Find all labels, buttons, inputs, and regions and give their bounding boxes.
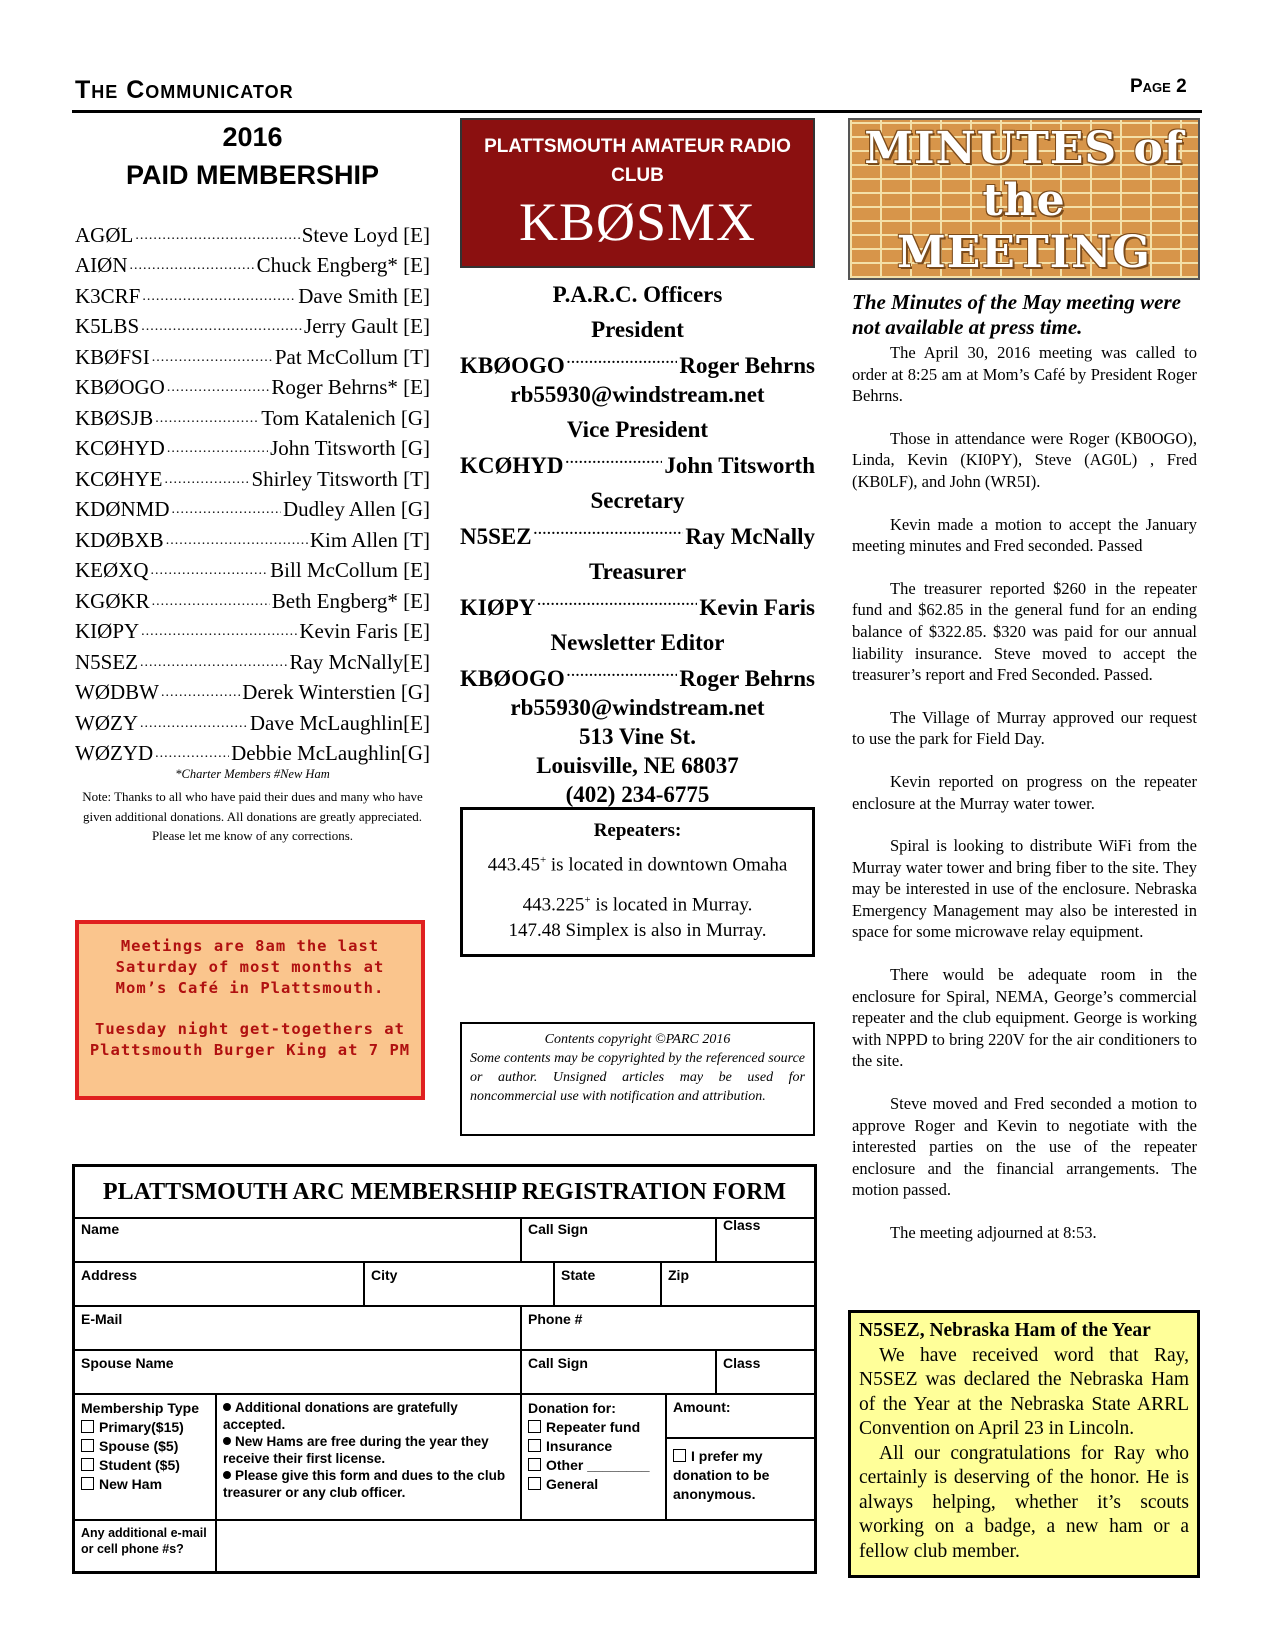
member-callsign: K5LBS bbox=[75, 314, 140, 338]
editor-line bbox=[460, 658, 815, 693]
repeater-2 bbox=[463, 888, 812, 942]
treasurer-line bbox=[460, 587, 815, 622]
dot-leader bbox=[152, 594, 270, 610]
member-name: Roger Behrns* [E] bbox=[271, 375, 430, 399]
president-role: President bbox=[591, 317, 684, 342]
type-primary-label: Primary($15) bbox=[99, 1419, 184, 1435]
president-email: rb55930@windstream.net bbox=[510, 382, 765, 407]
member-callsign: KDØNMD bbox=[75, 497, 170, 521]
donation-insurance-label: Insurance bbox=[546, 1438, 613, 1454]
member-row bbox=[75, 278, 430, 309]
member-name: Dudley Allen [G] bbox=[283, 497, 430, 521]
spouse-class-field[interactable] bbox=[717, 1351, 814, 1395]
treasurer-call: KIØPY bbox=[460, 595, 536, 620]
member-name: Beth Engberg* [E] bbox=[271, 588, 430, 613]
checkbox-icon[interactable] bbox=[81, 1420, 94, 1433]
type-newham-label: New Ham bbox=[99, 1476, 163, 1492]
form-note-1 bbox=[223, 1399, 514, 1433]
anonymous-label: I prefer my donation to be anonymous. bbox=[673, 1448, 770, 1502]
class-field[interactable] bbox=[717, 1217, 814, 1263]
type-student-option[interactable] bbox=[81, 1456, 209, 1475]
checkbox-icon[interactable] bbox=[528, 1439, 541, 1452]
checkbox-icon[interactable] bbox=[528, 1458, 541, 1471]
checkbox-icon[interactable] bbox=[81, 1458, 94, 1471]
member-callsign: K3CRF bbox=[75, 283, 141, 308]
additional-contact-label-cell bbox=[75, 1521, 217, 1571]
dot-leader bbox=[142, 289, 296, 305]
club-name: PLATTSMOUTH AMATEUR RADIO CLUB bbox=[484, 136, 791, 186]
minutes-paragraph: Steve moved and Fred seconded a motion to approve Roger and Kevin to negotiate with the interested parties on the use of the repeater enclosure and the financial arrangements. The motion passed. bbox=[852, 1094, 1197, 1200]
dot-leader bbox=[167, 441, 268, 457]
member-callsign: WØDBW bbox=[75, 680, 159, 704]
name-label: Name bbox=[81, 1221, 120, 1237]
meetings-gettogether: Tuesday night get-togethers at Plattsmouth Burger King at 7 PM bbox=[89, 1020, 411, 1059]
vp-name: John Titsworth bbox=[664, 453, 815, 478]
repeater-3: 147.48 Simplex is also in Murray. bbox=[508, 919, 767, 941]
donation-general-label: General bbox=[546, 1476, 599, 1492]
president-name: Roger Behrns bbox=[679, 353, 815, 378]
member-callsign: WØZYD bbox=[75, 741, 154, 765]
minutes-paragraph: There would be adequate room in the enclosure for Spiral, NEMA, George’s commercial repeater and the club equipment. George is working with NPPD to bring 220V for the air conditioners to the site. bbox=[852, 965, 1197, 1071]
phone-field[interactable] bbox=[522, 1307, 814, 1351]
minutes-paragraph: Those in attendance were Roger (KB0OGO), Linda, Kevin (KI0PY), Steve (AG0L) , Fred (KB0LF), and John (WR5I). bbox=[852, 428, 1197, 491]
minutes-paragraph: Spiral is looking to distribute WiFi from the Murray water tower and bring fiber to the site. They may be interested in use of the enclosure. Nebraska Emergency Management may also be interested in space for some microwave relay equipment. bbox=[852, 836, 1197, 942]
member-row bbox=[75, 217, 430, 248]
member-name: Dave Smith [E] bbox=[298, 283, 430, 308]
dot-leader bbox=[141, 624, 297, 640]
type-spouse-option[interactable] bbox=[81, 1437, 209, 1456]
address-label: Address bbox=[81, 1267, 138, 1283]
repeater-2-offset: + bbox=[584, 894, 591, 907]
member-callsign: WØZY bbox=[75, 710, 138, 735]
member-row bbox=[75, 492, 430, 523]
donation-for-cell bbox=[522, 1395, 667, 1521]
secretary-call: N5SEZ bbox=[460, 524, 532, 549]
editor-call: KBØOGO bbox=[460, 666, 565, 691]
form-note-2 bbox=[223, 1433, 514, 1467]
repeaters-box bbox=[460, 807, 815, 957]
member-name: Chuck Engberg* [E] bbox=[256, 253, 430, 277]
form-notes-cell bbox=[217, 1395, 522, 1521]
member-row bbox=[75, 614, 430, 645]
dot-leader bbox=[152, 350, 273, 366]
member-row bbox=[75, 431, 430, 462]
state-label: State bbox=[561, 1267, 596, 1283]
president-call: KBØOGO bbox=[460, 353, 565, 378]
member-callsign: KDØBXB bbox=[75, 527, 164, 552]
member-row bbox=[75, 583, 430, 614]
member-callsign: KBØSJB bbox=[75, 405, 154, 430]
dot-leader bbox=[140, 655, 287, 671]
club-logo bbox=[460, 118, 815, 268]
spouse-class-label: Class bbox=[723, 1355, 761, 1371]
state-field[interactable] bbox=[555, 1263, 662, 1307]
type-student-label: Student ($5) bbox=[99, 1457, 180, 1473]
treasurer-role: Treasurer bbox=[588, 559, 687, 584]
registration-form bbox=[72, 1164, 817, 1574]
member-name: John Titsworth [G] bbox=[270, 436, 430, 460]
city-label: City bbox=[371, 1267, 398, 1283]
member-name: Jerry Gault [E] bbox=[304, 314, 430, 338]
donation-repeater-option[interactable] bbox=[528, 1418, 659, 1437]
type-spouse-label: Spouse ($5) bbox=[99, 1438, 179, 1454]
member-name: Kim Allen [T] bbox=[309, 527, 430, 552]
spouse-name-label: Spouse Name bbox=[81, 1355, 174, 1371]
class-label: Class bbox=[723, 1217, 761, 1233]
editor-address2: Louisville, NE 68037 bbox=[536, 753, 739, 778]
vp-call: KCØHYD bbox=[460, 453, 564, 478]
repeater-1-offset: + bbox=[539, 854, 547, 866]
membership-note: Note: Thanks to all who have paid their dues and many who have given additional donations. All donations are greatly appreciated. Please let me know of any corrections. bbox=[82, 789, 423, 843]
member-row bbox=[75, 705, 430, 736]
ham-of-year-title: N5SEZ, Nebraska Ham of the Year bbox=[859, 1320, 1151, 1341]
page-number: Page 2 bbox=[1130, 76, 1187, 97]
spouse-callsign-label: Call Sign bbox=[528, 1355, 588, 1371]
editor-name: Roger Behrns bbox=[679, 666, 815, 691]
checkbox-icon[interactable] bbox=[673, 1449, 686, 1462]
editor-address1: 513 Vine St. bbox=[579, 724, 696, 749]
member-name: Tom Katalenich [G] bbox=[261, 405, 430, 430]
form-note-3-text: Please give this form and dues to the club treasurer or any club officer. bbox=[223, 1468, 506, 1500]
dot-leader bbox=[161, 685, 240, 701]
minutes-banner-line1: MINUTES of bbox=[864, 123, 1184, 174]
member-name: Steve Loyd [E] bbox=[301, 222, 430, 247]
member-name: Pat McCollum [T] bbox=[274, 344, 430, 369]
treasurer-name: Kevin Faris bbox=[699, 595, 815, 620]
dot-leader bbox=[167, 380, 270, 396]
checkbox-icon[interactable] bbox=[81, 1439, 94, 1452]
additional-contact-label: Any additional e-mail or cell phone #s? bbox=[81, 1526, 207, 1556]
club-callsign: KBØSMX bbox=[518, 192, 757, 252]
member-name: Dave McLaughlin[E] bbox=[249, 710, 430, 735]
donation-repeater-label: Repeater fund bbox=[546, 1419, 641, 1435]
minutes-paragraph: The Village of Murray approved our request to use the park for Field Day. bbox=[852, 707, 1197, 749]
minutes-paragraph: Kevin made a motion to accept the January meeting minutes and Fred seconded. Passed bbox=[852, 514, 1197, 556]
member-callsign: KBØOGO bbox=[75, 375, 165, 399]
minutes-banner-line2: the bbox=[982, 175, 1066, 226]
additional-contact-field[interactable] bbox=[217, 1521, 814, 1571]
dot-leader bbox=[155, 746, 229, 762]
officers-section bbox=[460, 280, 815, 809]
spouse-name-field[interactable] bbox=[75, 1351, 522, 1395]
member-name: Derek Winterstien [G] bbox=[242, 680, 430, 704]
member-name: Ray McNally[E] bbox=[289, 649, 430, 674]
dot-leader bbox=[135, 228, 299, 244]
type-primary-option[interactable] bbox=[81, 1418, 209, 1437]
donation-for-label: Donation for: bbox=[528, 1400, 616, 1416]
repeater-1-freq: 443.45 bbox=[487, 854, 540, 876]
member-callsign: AGØL bbox=[75, 222, 134, 247]
meetings-schedule: Meetings are 8am the last Saturday of most months at Mom’s Café in Plattsmouth. bbox=[115, 937, 385, 997]
editor-role: Newsletter Editor bbox=[550, 630, 725, 655]
minutes-article bbox=[852, 290, 1197, 1265]
phone-label: Phone # bbox=[528, 1311, 583, 1327]
membership-type-cell bbox=[75, 1395, 217, 1521]
member-callsign: KIØPY bbox=[75, 619, 140, 643]
member-row bbox=[75, 736, 430, 767]
minutes-paragraph: The treasurer reported $260 in the repeater fund and $62.85 in the general fund for an ending balance of $322.85. $320 was paid for our annual liability insurance. Steve moved to accept the treasurer’s report and Fred Seconded. Passed. bbox=[852, 578, 1197, 685]
minutes-paragraph: The April 30, 2016 meeting was called to order at 8:25 am at Mom’s Café by President Roger Behrns. bbox=[852, 343, 1197, 406]
dot-leader bbox=[166, 533, 308, 549]
member-row bbox=[75, 248, 430, 279]
vp-role: Vice President bbox=[566, 417, 709, 442]
spouse-callsign-field[interactable] bbox=[522, 1351, 717, 1395]
member-row bbox=[75, 339, 430, 370]
repeater-1-location: is located in downtown Omaha bbox=[546, 854, 788, 876]
officers-heading: P.A.R.C. Officers bbox=[552, 282, 723, 307]
anonymous-option[interactable] bbox=[667, 1439, 814, 1521]
secretary-line bbox=[460, 516, 815, 551]
minutes-paragraph: The meeting adjourned at 8:53. bbox=[890, 1223, 1097, 1242]
donation-other-option[interactable] bbox=[528, 1456, 659, 1475]
member-row bbox=[75, 675, 430, 706]
member-row bbox=[75, 400, 430, 431]
membership-title: PAID MEMBERSHIP bbox=[125, 160, 380, 190]
ham-of-year-box bbox=[848, 1310, 1200, 1578]
dot-leader bbox=[165, 472, 250, 488]
dot-leader bbox=[151, 563, 269, 579]
member-row bbox=[75, 522, 430, 553]
form-note-1-text: Additional donations are gratefully accepted. bbox=[223, 1400, 458, 1432]
form-title: PLATTSMOUTH ARC MEMBERSHIP REGISTRATION FORM bbox=[75, 1167, 814, 1219]
member-callsign: KCØHYD bbox=[75, 436, 165, 460]
member-row bbox=[75, 370, 430, 401]
member-callsign: N5SEZ bbox=[75, 649, 138, 674]
ham-of-year-p2: All our congratulations for Ray who certainly is deserving of the honor. He is always helping, whether it’s scouts working on a badge, a new ham or a fellow club member. bbox=[859, 1442, 1189, 1562]
repeater-1 bbox=[463, 854, 812, 876]
member-row bbox=[75, 309, 430, 340]
header-rule bbox=[72, 110, 1202, 113]
address-field[interactable] bbox=[75, 1263, 365, 1307]
member-name: Bill McCollum [E] bbox=[270, 558, 430, 582]
secretary-name: Ray McNally bbox=[685, 524, 815, 549]
ham-of-year-p1: We have received word that Ray, N5SEZ was declared the Nebraska Ham of the Year at the Nebraska State ARRL Convention on April 23 in Lincoln. bbox=[859, 1344, 1189, 1439]
name-field[interactable] bbox=[75, 1217, 522, 1263]
repeaters-title: Repeaters: bbox=[593, 820, 682, 841]
meetings-box bbox=[75, 920, 425, 1100]
member-name: Debbie McLaughlin[G] bbox=[231, 741, 430, 765]
copyright-body: Some contents may be copyrighted by the referenced source or author. Unsigned articles may be used for noncommercial use with notification and attribution. bbox=[470, 1051, 805, 1104]
dot-leader bbox=[155, 411, 259, 427]
city-field[interactable] bbox=[365, 1263, 555, 1307]
callsign-field[interactable] bbox=[522, 1217, 717, 1263]
form-note-2-text: New Hams are free during the year they receive their first license. bbox=[223, 1434, 489, 1466]
member-callsign: KEØXQ bbox=[75, 558, 149, 582]
bullet-icon bbox=[223, 1403, 231, 1411]
bullet-icon bbox=[223, 1437, 231, 1445]
member-callsign: KCØHYE bbox=[75, 466, 163, 491]
minutes-banner-line3: MEETING bbox=[897, 227, 1151, 278]
member-row bbox=[75, 461, 430, 492]
member-callsign: KBØFSI bbox=[75, 344, 150, 369]
minutes-banner bbox=[848, 118, 1200, 280]
dot-leader bbox=[130, 258, 255, 274]
newsletter-title: The Communicator bbox=[75, 76, 294, 104]
email-field[interactable] bbox=[75, 1307, 522, 1351]
membership-heading bbox=[75, 118, 430, 194]
zip-field[interactable] bbox=[662, 1263, 814, 1307]
amount-label: Amount: bbox=[673, 1399, 731, 1415]
member-row bbox=[75, 644, 430, 675]
member-callsign: AIØN bbox=[75, 253, 128, 277]
email-label: E-Mail bbox=[81, 1311, 123, 1327]
callsign-label: Call Sign bbox=[528, 1221, 588, 1237]
member-name: Kevin Faris [E] bbox=[299, 619, 430, 643]
checkbox-icon[interactable] bbox=[81, 1477, 94, 1490]
membership-legend: *Charter Members #New Ham bbox=[175, 767, 330, 781]
editor-phone: (402) 234-6775 bbox=[565, 782, 710, 807]
donation-general-option[interactable] bbox=[528, 1475, 659, 1494]
editor-email: rb55930@windstream.net bbox=[510, 695, 765, 720]
zip-label: Zip bbox=[668, 1267, 689, 1283]
minutes-paragraph: Kevin reported on progress on the repeater enclosure at the Murray water tower. bbox=[852, 771, 1197, 813]
membership-year: 2016 bbox=[222, 122, 283, 152]
vp-line bbox=[460, 445, 815, 480]
minutes-lead: The Minutes of the May meeting were not available at press time. bbox=[852, 290, 1181, 339]
copyright-box bbox=[460, 1022, 815, 1136]
president-line bbox=[460, 345, 815, 380]
member-name: Shirley Titsworth [T] bbox=[251, 466, 430, 491]
dot-leader bbox=[140, 716, 248, 732]
repeater-2-freq: 443.225 bbox=[522, 894, 585, 916]
member-row bbox=[75, 553, 430, 584]
donation-other-label: Other ________ bbox=[546, 1457, 650, 1473]
copyright-line: Contents copyright ©PARC 2016 bbox=[544, 1032, 731, 1047]
dot-leader bbox=[141, 319, 302, 335]
member-callsign: KGØKR bbox=[75, 588, 150, 613]
bullet-icon bbox=[223, 1471, 231, 1479]
repeater-2-location: is located in Murray. bbox=[590, 894, 753, 916]
form-note-3 bbox=[223, 1467, 514, 1501]
checkbox-icon[interactable] bbox=[528, 1477, 541, 1490]
membership-type-label: Membership Type bbox=[81, 1400, 199, 1416]
type-newham-option[interactable] bbox=[81, 1475, 209, 1494]
donation-insurance-option[interactable] bbox=[528, 1437, 659, 1456]
checkbox-icon[interactable] bbox=[528, 1420, 541, 1433]
amount-field[interactable] bbox=[667, 1395, 814, 1439]
membership-list bbox=[75, 217, 430, 766]
dot-leader bbox=[172, 502, 282, 518]
secretary-role: Secretary bbox=[590, 488, 685, 513]
